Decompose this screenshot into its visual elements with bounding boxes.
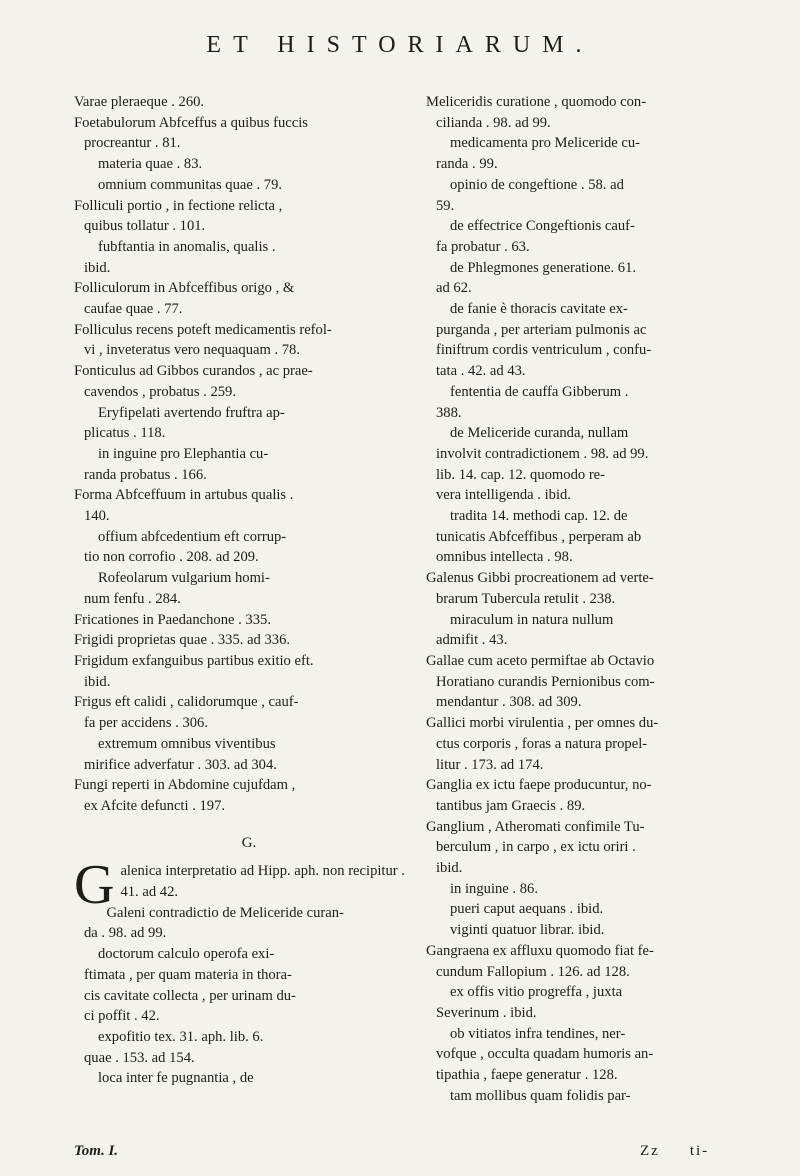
index-entry: loca inter fe pugnantia , de <box>98 1070 254 1087</box>
index-entry: Ganglia ex ictu faepe producuntur, no- <box>426 777 652 794</box>
index-entry: Gallae cum aceto permiftae ab Octavio <box>426 652 655 669</box>
volume-mark: Tom. I. <box>74 1143 119 1159</box>
index-entry: ibid. <box>84 673 111 690</box>
index-entry: Eryfipelati avertendo fruftra ap- <box>98 404 285 421</box>
index-entry: plicatus . 118. <box>84 425 166 442</box>
index-entry: ob vitiatos infra tendines, ner- <box>450 1025 626 1042</box>
index-entry: miraculum in natura nullum <box>450 611 614 628</box>
right-entries <box>426 92 778 1106</box>
index-entry: Meliceridis curatione , quomodo con- <box>426 94 647 110</box>
index-entry: da . 98. ad 99. <box>84 925 167 942</box>
index-entry: berculum , in carpo , ex ictu oriri . <box>436 839 636 856</box>
catchword: ti- <box>689 1143 710 1159</box>
index-entry: ad 62. <box>436 280 472 297</box>
index-entry: tam mollibus quam folidis par- <box>450 1087 631 1104</box>
index-entry: medicamenta pro Meliceride cu- <box>450 135 641 152</box>
index-entry: offium abfcedentium eft corrup- <box>98 528 287 545</box>
index-entry: fubftantia in anomalis, qualis . <box>98 238 276 255</box>
index-entry: mirifice adverfatur . 303. ad 304. <box>84 756 277 773</box>
index-entry: expofitio tex. 31. aph. lib. 6. <box>98 1028 264 1045</box>
index-entry: Folliculi portio , in fectione relicta , <box>74 197 283 214</box>
index-entry: ftimata , per quam materia in thora- <box>84 966 292 983</box>
index-entry: Gallici morbi virulentia , per omnes du- <box>426 715 659 732</box>
index-entry: de Meliceride curanda, nullam <box>450 425 629 442</box>
left-column <box>74 92 424 1089</box>
index-entry: pueri caput aequans . ibid. <box>450 901 604 918</box>
index-entry: Fungi reperti in Abdomine cujufdam , <box>74 777 296 794</box>
index-entry: ibid. <box>436 860 463 877</box>
index-entry: doctorum calculo operofa exi- <box>98 946 275 963</box>
index-entry: in inguine pro Elephantia cu- <box>98 445 269 462</box>
index-entry: brarum Tubercula retulit . 238. <box>436 590 616 607</box>
index-entry: Gangraena ex affluxu quomodo fiat fe- <box>426 942 654 959</box>
index-entry: admifit . 43. <box>436 632 508 649</box>
index-entry: Horatiano curandis Pernionibus com- <box>436 673 655 690</box>
left-entries <box>74 92 424 817</box>
index-entry: quae . 153. ad 154. <box>84 1049 195 1066</box>
index-entry: cavendos , probatus . 259. <box>84 383 236 400</box>
dropcap-text: alenica interpretatio ad Hipp. aph. non recipitur . 41. ad 42. <box>120 863 405 901</box>
index-entry: de effectrice Congeftionis cauf- <box>450 218 635 235</box>
index-entry: tata . 42. ad 43. <box>436 363 526 380</box>
index-entry: lib. 14. cap. 12. quomodo re- <box>436 466 606 483</box>
index-entry: ex offis vitio progreffa , juxta <box>450 984 623 1001</box>
index-entry: cundum Fallopium . 126. ad 128. <box>436 963 630 980</box>
index-entry: tantibus jam Graecis . 89. <box>436 797 586 814</box>
index-entry: Fricationes in Paedanchone . 335. <box>74 611 271 628</box>
index-entry: purganda , per arteriam pulmonis ac <box>436 321 647 338</box>
index-entry: omnium communitas quae . 79. <box>98 176 283 193</box>
index-entry: ci poffit . 42. <box>84 1008 160 1025</box>
index-entry: Frigus eft calidi , calidorumque , cauf- <box>74 694 299 711</box>
index-entry: opinio de congeftione . 58. ad <box>450 176 624 193</box>
index-entry: cis cavitate collecta , per urinam du- <box>84 987 296 1004</box>
index-entry: ctus corporis , foras a natura propel- <box>436 735 648 752</box>
index-entry: Galenus Gibbi procreationem ad verte- <box>426 570 654 587</box>
index-entry: materia quae . 83. <box>98 156 203 173</box>
index-entry: 388. <box>436 404 462 421</box>
index-entry: fententia de cauffa Gibberum . <box>450 383 629 400</box>
index-entry: in inguine . 86. <box>450 880 538 897</box>
index-entry: tradita 14. methodi cap. 12. de <box>450 508 628 525</box>
index-entry: extremum omnibus viventibus <box>98 735 276 752</box>
index-entry: tio non corrofio . 208. ad 209. <box>84 549 259 566</box>
index-entry: omnibus intellecta . 98. <box>436 549 573 566</box>
index-entry: mendantur . 308. ad 309. <box>436 694 582 711</box>
index-entry: Ganglium , Atheromati confimile Tu- <box>426 818 645 835</box>
index-entry: Frigidum exfanguibus partibus exitio eft. <box>74 652 314 669</box>
index-entry: tipathia , faepe generatur . 128. <box>436 1067 618 1084</box>
left-entries-after <box>74 903 424 1089</box>
index-entry: fa per accidens . 306. <box>84 715 208 732</box>
signature-mark <box>640 1143 709 1160</box>
index-entry: de fanie è thoracis cavitate ex- <box>450 301 628 318</box>
index-entry: ex Afcite defuncti . 197. <box>84 797 226 814</box>
index-entry: randa . 99. <box>436 156 498 173</box>
index-entry: num fenfu . 284. <box>84 590 181 607</box>
index-entry: litur . 173. ad 174. <box>436 756 544 773</box>
index-entry: cilianda . 98. ad 99. <box>436 114 551 131</box>
index-entry: Foetabulorum Abfceffus a quibus fuccis <box>74 114 308 131</box>
index-entry: involvit contradictionem . 98. ad 99. <box>436 445 649 462</box>
index-entry: 140. <box>84 508 110 525</box>
index-entry: Frigidi proprietas quae . 335. ad 336. <box>74 632 291 649</box>
index-entry: Varae pleraeque . 260. <box>74 94 205 110</box>
index-entry: procreantur . 81. <box>84 135 181 152</box>
index-entry: Severinum . ibid. <box>436 1004 537 1021</box>
index-entry: tunicatis Abfceffibus , perperam ab <box>436 528 642 545</box>
index-entry: randa probatus . 166. <box>84 466 207 483</box>
index-entry: Forma Abfceffuum in artubus qualis . <box>74 487 294 504</box>
index-entry: viginti quatuor librar. ibid. <box>450 922 605 939</box>
drop-cap: G <box>74 854 115 917</box>
index-entry: Folliculorum in Abfceffibus origo , & <box>74 280 295 297</box>
index-entry: ibid. <box>84 259 111 276</box>
index-entry: vi , inveteratus vero nequaquam . 78. <box>84 342 301 359</box>
index-entry: de Phlegmones generatione. 61. <box>450 259 637 276</box>
signature: Zz <box>640 1143 660 1159</box>
index-entry: vofque , occulta quadam humoris an- <box>436 1046 654 1063</box>
index-entry: vera intelligenda . ibid. <box>436 487 571 504</box>
running-head: ET HISTORIARUM. <box>206 32 594 58</box>
right-column <box>426 92 778 1106</box>
index-entry: quibus tollatur . 101. <box>84 218 206 235</box>
index-entry: Folliculus recens poteft medicamentis refol- <box>74 321 332 338</box>
index-entry: 59. <box>436 197 455 214</box>
section-letter: G. <box>241 834 257 851</box>
index-entry: fa probatur . 63. <box>436 238 530 255</box>
index-entry: caufae quae . 77. <box>84 301 183 318</box>
index-entry: finiftrum cordis ventriculum , confu- <box>436 342 652 359</box>
index-entry: Fonticulus ad Gibbos curandos , ac prae- <box>74 363 313 380</box>
index-entry: Galeni contradictio de Meliceride curan- <box>106 904 344 921</box>
index-entry: Rofeolarum vulgarium homi- <box>98 570 270 587</box>
